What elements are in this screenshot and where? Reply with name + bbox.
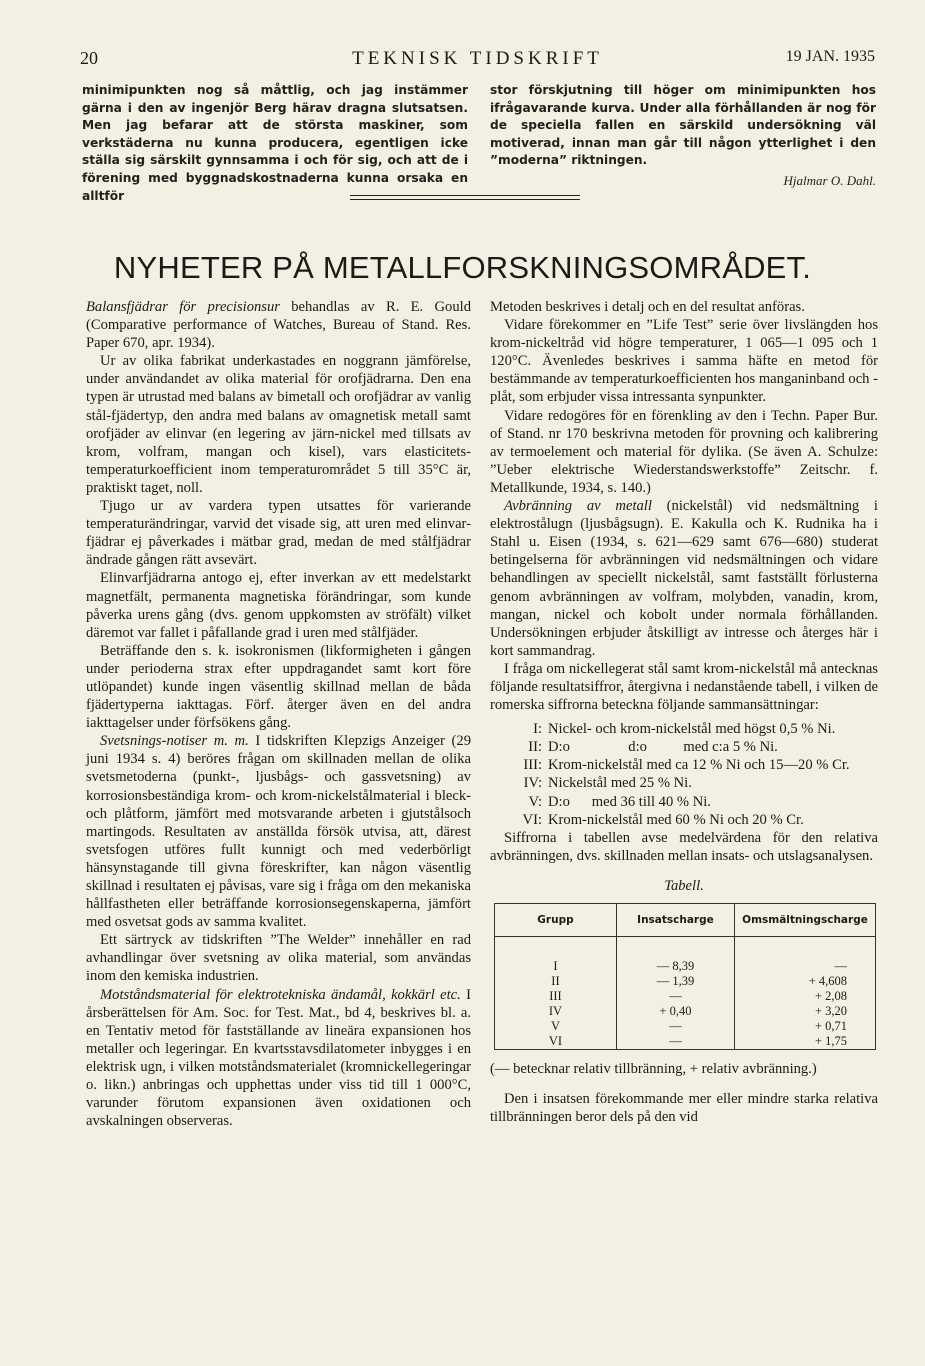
list-item: I: Nickel- och krom-nickelstål med högst 0,5 % Ni.: [533, 721, 836, 738]
table-row: V — + 0,71: [495, 1019, 876, 1034]
top-left-text: minimipunkten nog så måttlig, och jag instämmer gärna i den av ingenjör Berg härav dragna slutsatsen. Men jag befarar att de största maskiner, som verkstäderna nu kunna producera, egentligen icke ställa sig särskilt gynnsamma i och för sig, och att de i förening med byggnadskostnaderna kunna orsaka en alltför: [82, 83, 468, 203]
paragraph: Balansfjädrar för precisionsur behandlas av R. E. Gould (Comparative performance of Watches, Bureau of Stand. Res. Paper 670, apr. 1934).: [86, 299, 471, 352]
article-title: NYHETER PÅ METALLFORSKNINGSOMRÅDET.: [113, 250, 812, 285]
paragraph: Ur av olika fabrikat underkastades en noggrann jämförelse, under användandet av olika material för orofjädrarna. Den ena typen är utrustad med balans av bimetall och orofjädrar av vanlig stål-fjädertyp, den andra med balans av omagnetisk metall samt orofjäder av elinvar (en legering av järn-nickel med tillsats av krom, volfram, mangan och kisel), vars elasticitets-temperaturkoefficient inom temperaturområdet 5 till 35°C är, praktiskt taget, noll.: [86, 353, 471, 496]
divider-rule: [350, 199, 580, 200]
left-column: [86, 298, 471, 1130]
paragraph: Avbränning av metall (nickelstål) vid nedsmältning i elektrostålugn (ljusbågsugn). E. Kakulla och K. Rudnika ha i Stahl u. Eisen (1934, s. 621—629 samt 676—680) studerat betingelserna för avbränningen vid nedsmältningen och vidare behandlingen av speciellt nickelstål, samt fastställt förlusterna genom avbränningen av volfram, molybden, vanadin, krom, mangan, nickel och kobolt under normala förhållanden. Undersökningen erbjuder åtskilligt av intresse och återges här i kort sammandrag.: [490, 498, 878, 659]
top-right-column: [490, 82, 876, 190]
paragraph: Ett särtryck av tidskriften ”The Welder” innehåller en rad avhandlingar över svetsning av olika material, som användas inom den kemiska industrien.: [86, 932, 471, 985]
list-item: VI: Krom-nickelstål med 60 % Ni och 20 % Cr.: [522, 811, 804, 828]
table-row: II — 1,39 + 4,608: [495, 974, 876, 989]
issue-date: 19 JAN. 1935: [785, 48, 875, 65]
paragraph: Metoden beskrives i detalj och en del resultat anföras.: [490, 299, 805, 315]
column-header: Insatscharge: [616, 904, 734, 937]
top-right-text: stor förskjutning till höger om minimipunkten hos ifrågavarande kurva. Under alla förhållanden är nog för de speciella fallen en särskild undersökning väl motiverad, innan man går till någon ytterlighet i den ”moderna” riktningen.: [490, 83, 876, 168]
section-heading: Svetsnings-notiser m. m.: [100, 733, 249, 750]
section-heading: Motståndsmaterial för elektrotekniska ändamål, kokkärl etc.: [100, 986, 461, 1003]
right-column: [490, 298, 878, 1126]
table-header-row: [495, 904, 876, 937]
table-row: I — 8,39 —: [495, 959, 876, 974]
paragraph: Den i insatsen förekommande mer eller mindre starka relativa tillbränningen beror dels på den vid: [490, 1091, 878, 1126]
results-table: [494, 903, 876, 1050]
list-item: IV: Nickelstål med 25 % Ni.: [523, 775, 692, 792]
section-heading: Balansfjädrar för precisionsur: [86, 299, 280, 315]
table-caption: Tabell.: [664, 877, 704, 894]
table-row: III — + 2,08: [495, 989, 876, 1004]
list-item: V: D:o med 36 till 40 % Ni.: [528, 793, 711, 810]
paragraph: Vidare förekommer en ”Life Test” serie över livslängden hos krom-nickeltråd vid högre temperaturer, 1 065—1 095 och 1 120°C. Ävenledes beskrives i samma häfte en metod för bestämmande av temperaturkoefficienten hos manganinband och -plåt, som erbjuder vissa intressanta synpunkter.: [490, 317, 878, 406]
column-header: Grupp: [495, 904, 617, 937]
paragraph: Elinvarfjädrarna antogo ej, efter inverkan av ett medelstarkt magnetfält, permanenta magnetiska förändringar, som kunde påverka urens gång (dvs. genom uppkomsten av ströfält) vilket däremot var fallet i påfallande grad i uren med stålfjäder.: [86, 570, 471, 641]
list-item: II: D:o d:o med c:a 5 % Ni.: [528, 739, 778, 756]
table-row: IV + 0,40 + 3,20: [495, 1004, 876, 1019]
column-header: Omsmältningscharge: [735, 904, 876, 937]
paragraph: Motståndsmaterial för elektrotekniska ändamål, kokkärl etc. I årsberättelsen för Am. Soc. for Test. Mat., bd 4, beskrives bl. a. en Tentativ metod för fastställande av lineära expansionen hos metaller och legeringar. En kvartsstavsdilatometer inbygges i en elektrisk ugn, i vilken motståndsmaterialet (kromnickellegeringar o. likn.) anbringas och upphettas under viss tid till 1 000°C, varunder förutom expansionen även oxidationen och avskalningen observeras.: [86, 986, 471, 1130]
table-row: VI — + 1,75: [495, 1034, 876, 1050]
paragraph: Svetsnings-notiser m. m. I tidskriften Klepzigs Anzeiger (29 juni 1934 s. 4) beröres frågan om skillnaden mellan de olika svetsmetoderna (punkt-, ljusbågs- och gassvetsning) av korrosionsbeständiga krom- och krom-nickelstålmaterial i bleck- och plåtform, jämfört med motsvarande arbeten i gjutstålsoch martingods. Resultaten av anställda försök utvisa, att, därest svetsfogen utföres fullt kunnigt och med vederbörligt hänsynstagande till givna föreskrifter, kan någon väsentlig skillnad i resultaten ej påvisas, vare sig i fråga om den mekaniska hållfastheten eller beträffande korrosionsegenskaperna, jämfört med osvetsat gods av samma kvalitet.: [86, 733, 471, 931]
top-left-column: [82, 82, 468, 205]
section-heading: Avbränning av metall: [504, 498, 652, 515]
journal-title: TEKNISK TIDSKRIFT: [352, 48, 603, 69]
list-item: III: Krom-nickelstål med ca 12 % Ni och 15—20 % Cr.: [523, 757, 850, 774]
author-signature: Hjalmar O. Dahl.: [783, 172, 876, 188]
paragraph: Siffrorna i tabellen avse medelvärdena för den relativa avbränningen, dvs. skillnaden mellan insats- och utslagsanalysen.: [490, 829, 878, 864]
paragraph: I fråga om nickellegerat stål samt krom-nickelstål må antecknas följande resultatsiffror, återgivna i nedanstående tabell, i vilken de romerska siffrorna betecknа följande sammansättningar:: [490, 660, 878, 714]
composition-list: [490, 720, 878, 829]
divider-rule: [350, 195, 580, 196]
paragraph: (— betecknar relativ tillbränning, + relativ avbränning.): [490, 1061, 817, 1077]
page-header: [80, 48, 875, 72]
paragraph: Tjugo ur av vardera typen utsattes för varierande temperaturändringar, varvid det visade sig, att uren med elinvar-fjädrar ej påverkades i mätbar grad, medan de med stålfjädrar ändrade gången rätt avsevärt.: [86, 498, 471, 569]
page-number: 20: [80, 48, 98, 68]
paragraph: Vidare redogöres för en förenkling av den i Techn. Paper Bur. of Stand. nr 170 beskrivna metoden för provning och kalibrering av termoelement och material för dylika. (Se även A. Schulze: ”Ueber elektrische Wiederstandswerkstoffe” Zeitschr. f. Metallkunde, 1934, s. 140.): [490, 407, 878, 496]
paragraph: Beträffande den s. k. isokronismen (likformigheten i gången under perioderna strax efter uppdragandet samt kort före utlöpandet) kunde ingen väsentlig skillnad mellan de båda fjädertyperna iakttagas. Förf. återger även en del andra iakttagelser under förfsökens gång.: [86, 642, 471, 732]
